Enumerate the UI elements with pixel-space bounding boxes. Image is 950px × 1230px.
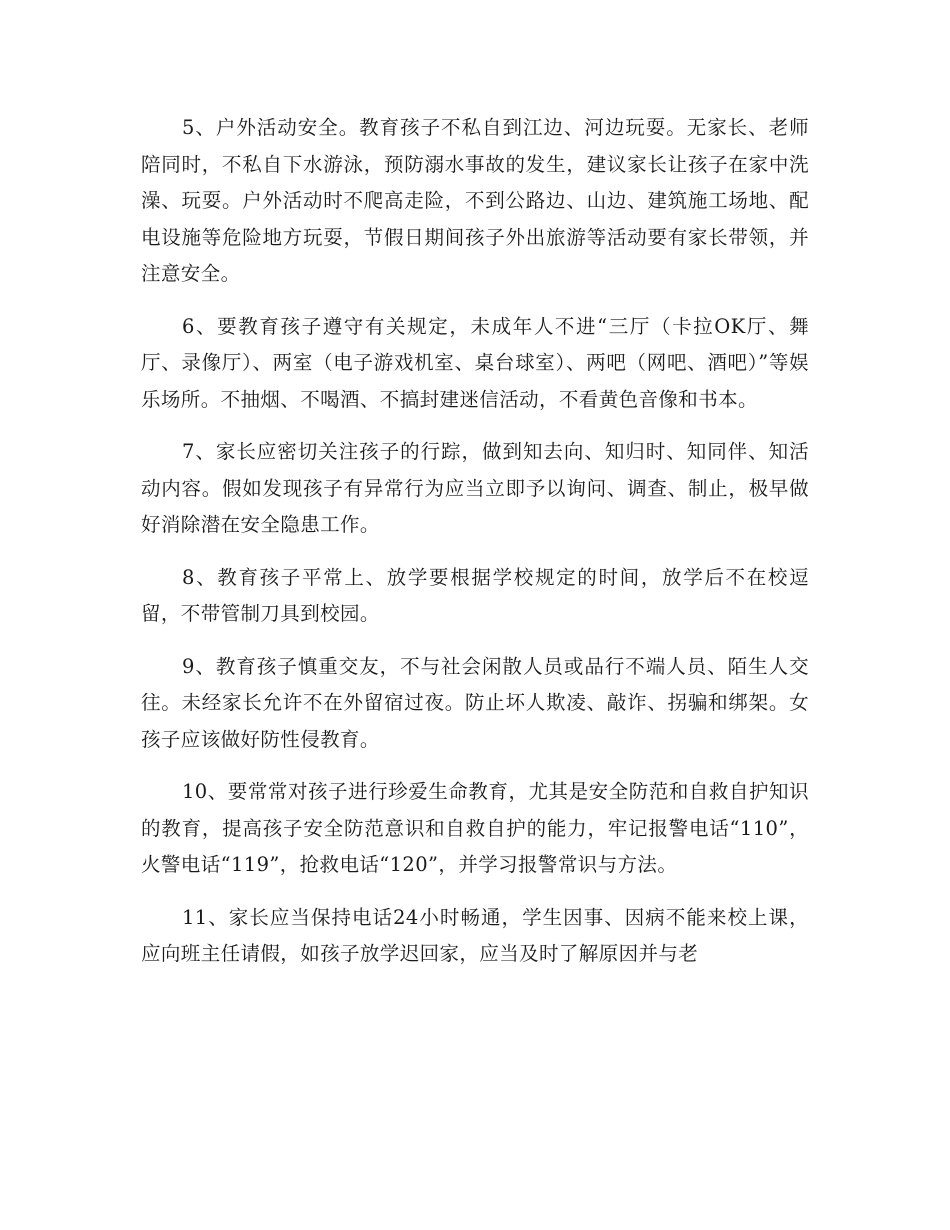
paragraph-9: 9、教育孩子慎重交友，不与社会闲散人员或品行不端人员、陌生人交往。未经家长允许不在外留宿过夜。防止坏人欺凌、敲诈、拐骗和绑架。女孩子应该做好防性侵教育。 — [141, 654, 809, 751]
paragraph-10: 10、要常常对孩子进行珍爱生命教育，尤其是安全防范和自救自护知识的教育，提高孩子安全防范意识和自救自护的能力，牢记报警电话“110”，火警电话“119”，抢救电话“120”，并学习报警常识与方法。 — [141, 780, 809, 876]
paragraph-5: 5、户外活动安全。教育孩子不私自到江边、河边玩耍。无家长、老师陪同时，不私自下水游泳，预防溺水事故的发生，建议家长让孩子在家中洗澡、玩耍。户外活动时不爬高走险，不到公路边、山边、建筑施工场地、配电设施等危险地方玩耍，节假日期间孩子外出旅游等活动要有家长带领，并注意安全。 — [141, 116, 809, 285]
paragraph-6: 6、要教育孩子遵守有关规定，未成年人不进“三厅（卡拉OK厅、舞厅、录像厅）、两室（电子游戏机室、桌台球室）、两吧（网吧、酒吧）”等娱乐场所。不抽烟、不喝酒、不搞封建迷信活动，不看黄色音像和书本。 — [141, 314, 809, 411]
document-body — [141, 110, 809, 989]
paragraph-7: 7、家长应密切关注孩子的行踪，做到知去向、知归时、知同伴、知活动内容。假如发现孩子有异常行为应当立即予以询问、调查、制止，极早做好消除潜在安全隐患工作。 — [141, 440, 809, 536]
paragraph-11: 11、家长应当保持电话24小时畅通，学生因事、因病不能来校上课，应向班主任请假，如孩子放学迟回家，应当及时了解原因并与老 — [141, 905, 809, 965]
paragraph-8: 8、教育孩子平常上、放学要根据学校规定的时间，放学后不在校逗留，不带管制刀具到校园。 — [141, 565, 809, 625]
